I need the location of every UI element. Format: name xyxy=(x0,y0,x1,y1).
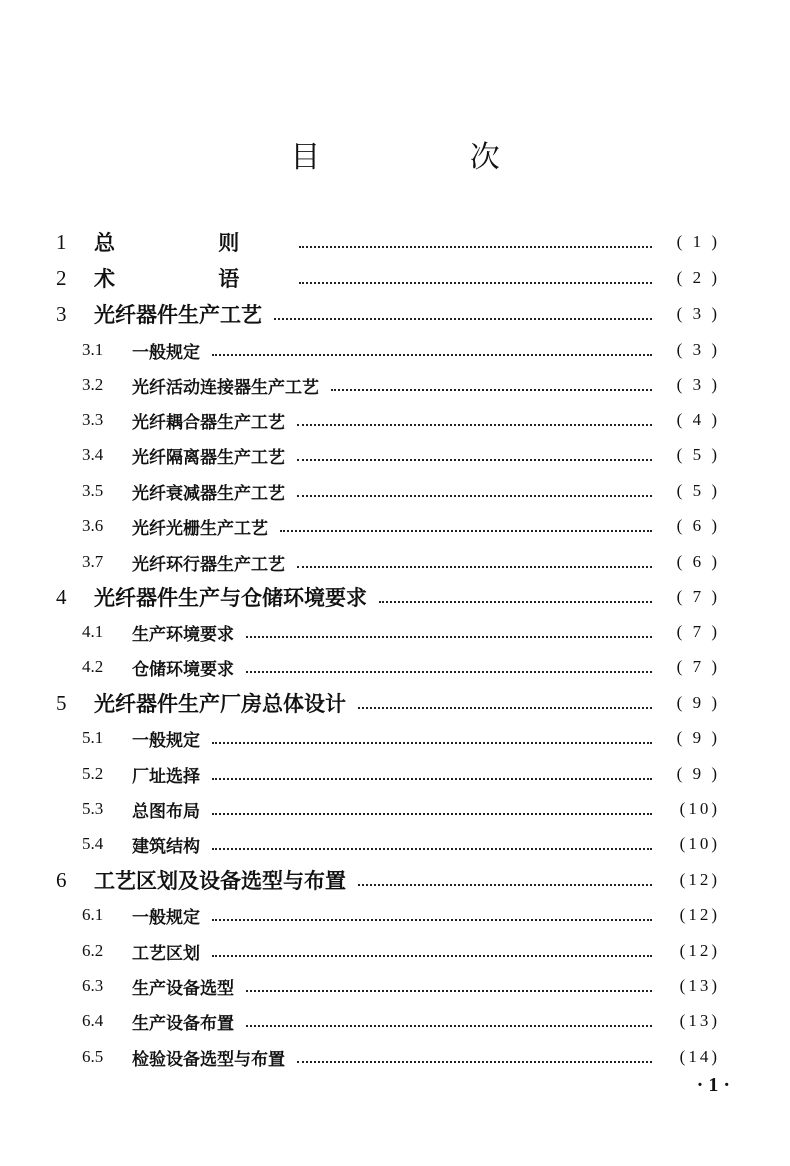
section-number: 6.5 xyxy=(82,1047,104,1066)
page-number: (12) xyxy=(679,870,720,889)
leader-dots xyxy=(246,669,652,673)
page-number: (12) xyxy=(679,941,720,960)
section-title: 工艺区划及设备选型与布置 xyxy=(94,868,346,893)
section-number: 5.4 xyxy=(82,834,104,853)
section-title: 生产设备布置 xyxy=(132,1013,234,1034)
toc-entry[interactable] xyxy=(82,404,720,436)
page-number: ( 7 ) xyxy=(676,622,720,641)
leader-dots xyxy=(297,564,652,568)
section-title: 一般规定 xyxy=(132,342,200,363)
section-title: 光纤器件生产工艺 xyxy=(94,302,262,327)
page-number: (10) xyxy=(679,799,720,818)
toc-entry[interactable] xyxy=(82,334,720,366)
page-number: ( 3 ) xyxy=(676,340,720,359)
page-number: (10) xyxy=(679,834,720,853)
leader-dots xyxy=(246,634,652,638)
section-number: 3.6 xyxy=(82,516,104,535)
leader-dots xyxy=(297,1059,652,1063)
leader-dots xyxy=(358,882,652,886)
leader-dots xyxy=(297,493,652,497)
toc-entry[interactable] xyxy=(82,793,720,825)
section-title: 术 语 xyxy=(94,266,288,291)
section-title: 生产环境要求 xyxy=(132,624,234,645)
leader-dots xyxy=(212,352,652,356)
section-title: 工艺区划 xyxy=(132,943,200,964)
leader-dots xyxy=(299,280,652,284)
leader-dots xyxy=(246,1023,652,1027)
page-number: (13) xyxy=(679,976,720,995)
leader-dots xyxy=(246,988,652,992)
page-number: ( 5 ) xyxy=(676,481,720,500)
toc-entry[interactable] xyxy=(56,581,720,613)
toc-entry[interactable] xyxy=(56,687,720,719)
leader-dots xyxy=(212,917,652,921)
toc-entry[interactable] xyxy=(82,970,720,1002)
leader-dots xyxy=(212,776,652,780)
leader-dots xyxy=(297,422,652,426)
section-title: 一般规定 xyxy=(132,907,200,928)
page-number: (14) xyxy=(679,1047,720,1066)
toc-entry[interactable] xyxy=(82,758,720,790)
page-number: ( 1 ) xyxy=(676,232,720,251)
toc-entry[interactable] xyxy=(82,899,720,931)
page-number: ( 7 ) xyxy=(676,657,720,676)
toc-entry[interactable] xyxy=(82,616,720,648)
section-number: 3.7 xyxy=(82,552,104,571)
section-number: 6.1 xyxy=(82,905,104,924)
section-title: 光纤器件生产与仓储环境要求 xyxy=(94,585,367,610)
toc-entry[interactable] xyxy=(56,298,720,330)
section-title: 生产设备选型 xyxy=(132,978,234,999)
section-number: 3.4 xyxy=(82,445,104,464)
leader-dots xyxy=(299,244,652,248)
section-number: 3.3 xyxy=(82,410,104,429)
toc-entry[interactable] xyxy=(82,546,720,578)
toc-entry[interactable] xyxy=(82,510,720,542)
section-number: 4 xyxy=(56,584,67,609)
section-title: 光纤光栅生产工艺 xyxy=(132,518,268,539)
page-number: ( 3 ) xyxy=(676,304,720,323)
section-title: 光纤器件生产厂房总体设计 xyxy=(94,691,346,716)
page-number: (12) xyxy=(679,905,720,924)
page-number: ( 2 ) xyxy=(676,268,720,287)
section-title: 总图布局 xyxy=(132,801,200,822)
section-number: 5.2 xyxy=(82,764,104,783)
section-number: 3 xyxy=(56,301,67,326)
leader-dots xyxy=(212,740,652,744)
section-number: 4.1 xyxy=(82,622,104,641)
toc-entry[interactable] xyxy=(82,828,720,860)
section-number: 1 xyxy=(56,229,67,254)
leader-dots xyxy=(297,457,652,461)
section-number: 6.2 xyxy=(82,941,104,960)
page-number: ( 3 ) xyxy=(676,375,720,394)
leader-dots xyxy=(274,316,652,320)
toc-entry[interactable] xyxy=(56,226,720,258)
leader-dots xyxy=(358,705,652,709)
section-number: 6.4 xyxy=(82,1011,104,1030)
page-number: ( 9 ) xyxy=(676,728,720,747)
leader-dots xyxy=(331,387,652,391)
toc-entry[interactable] xyxy=(82,651,720,683)
section-title: 光纤衰减器生产工艺 xyxy=(132,483,285,504)
leader-dots xyxy=(212,953,652,957)
toc-entry[interactable] xyxy=(82,722,720,754)
page-number: ( 9 ) xyxy=(676,764,720,783)
leader-dots xyxy=(212,846,652,850)
section-number: 3.5 xyxy=(82,481,104,500)
leader-dots xyxy=(212,811,652,815)
section-title: 光纤环行器生产工艺 xyxy=(132,554,285,575)
page-number: ( 6 ) xyxy=(676,552,720,571)
section-number: 6.3 xyxy=(82,976,104,995)
section-number: 5.3 xyxy=(82,799,104,818)
toc-entry[interactable] xyxy=(82,935,720,967)
page-number: ( 7 ) xyxy=(676,587,720,606)
section-title: 厂址选择 xyxy=(132,766,200,787)
section-title: 光纤隔离器生产工艺 xyxy=(132,447,285,468)
section-title: 仓储环境要求 xyxy=(132,659,234,680)
page-number: ( 5 ) xyxy=(676,445,720,464)
section-number: 3.2 xyxy=(82,375,104,394)
page-number: (13) xyxy=(679,1011,720,1030)
toc-entry[interactable] xyxy=(82,369,720,401)
page-footer-number: · 1 · xyxy=(696,1074,730,1096)
section-number: 3.1 xyxy=(82,340,104,359)
toc-entry[interactable] xyxy=(82,1041,720,1073)
toc-entry[interactable] xyxy=(82,1005,720,1037)
toc-entry[interactable] xyxy=(56,864,720,896)
section-title: 检验设备选型与布置 xyxy=(132,1049,285,1070)
toc-entry[interactable] xyxy=(82,439,720,471)
section-title: 一般规定 xyxy=(132,730,200,751)
page-number: ( 4 ) xyxy=(676,410,720,429)
section-title: 总 则 xyxy=(94,230,288,255)
section-number: 4.2 xyxy=(82,657,104,676)
section-number: 5.1 xyxy=(82,728,104,747)
leader-dots xyxy=(280,528,652,532)
section-title: 建筑结构 xyxy=(132,836,200,857)
toc-entry[interactable] xyxy=(82,475,720,507)
section-number: 2 xyxy=(56,265,67,290)
section-number: 5 xyxy=(56,690,67,715)
page-title: 目 次 xyxy=(290,140,570,176)
page-number: ( 6 ) xyxy=(676,516,720,535)
toc-entry[interactable] xyxy=(56,262,720,294)
section-title: 光纤耦合器生产工艺 xyxy=(132,412,285,433)
section-title: 光纤活动连接器生产工艺 xyxy=(132,377,319,398)
page-number: ( 9 ) xyxy=(676,693,720,712)
section-number: 6 xyxy=(56,867,67,892)
leader-dots xyxy=(379,599,652,603)
